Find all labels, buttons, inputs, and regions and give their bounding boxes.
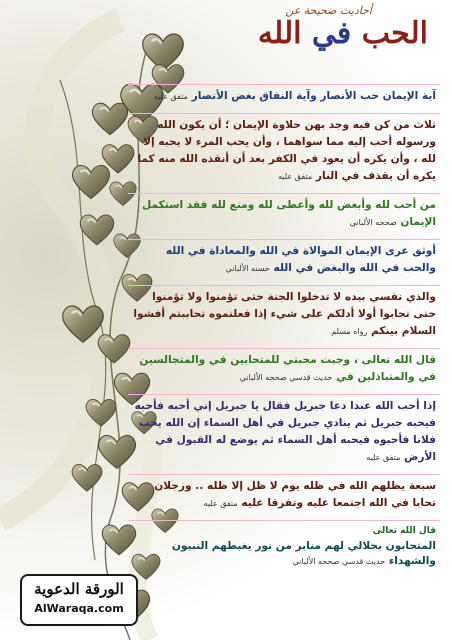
poster-header	[188, 4, 428, 51]
hadith-text: المتحابون بجلالي لهم منابر من نور يغبطهم النبيون والشهداء	[171, 540, 436, 567]
hadith-source: حسنه الألباني	[225, 264, 270, 273]
hadith-text: ثلاث من كن فيه وجد بهن حلاوة الإيمان ؛ أن يكون الله ورسوله أحب إليه مما سواهما ، وأن يحب المرء لا يحبه إلا لله ، وأن يكره أن يعود في الكفر بعد أن أنقذه الله منه كما يكره أن يقذف في النار	[137, 119, 436, 182]
heart-icon	[63, 306, 104, 342]
hadith-text: أوثق عرى الإيمان الموالاة في الله والمعاداة في الله والحب في الله والبغض في الله	[165, 245, 436, 274]
hadith-text: والذي نفسي بيده لا تدخلوا الجنة حتى تؤمنوا ولا تؤمنوا حتى تحابوا أولا أدلكم على شيء إذا فعلتموه تحاببتم أفشوا السلام بينكم	[133, 291, 436, 337]
hadith-text: من أحب لله وأبغض لله وأعطى لله ومنع لله فقد استكمل الإيمان	[142, 199, 436, 228]
hadith-source: حديث قدسي صححه الألباني	[292, 557, 386, 566]
hadith-text: إذا أحب الله عبدا دعا جبريل فقال يا جبريل إني أحبه فأحبه فيحبه جبريل ثم ينادي جبريل في أهل السماء إن الله يحب فلانا فأحبوه فيحبه أهل السماء ثم يوضع له القبول في الأرض	[134, 400, 436, 463]
hadith-item	[128, 84, 440, 108]
hadith-list	[128, 84, 440, 577]
heart-icon	[72, 464, 102, 491]
heart-icon	[80, 215, 114, 245]
hadith-item	[128, 394, 440, 469]
logo-arabic-text: الورقة الدعوية	[34, 580, 124, 598]
site-logo[interactable]	[20, 574, 138, 626]
hadith-intro: قال الله تعالى	[372, 526, 436, 536]
hadith-item	[128, 239, 440, 280]
heart-icon	[72, 165, 109, 198]
heart-icon	[98, 335, 130, 363]
hadith-item	[128, 474, 440, 515]
hadith-item	[128, 348, 440, 389]
hadith-source: متفق عليه	[366, 453, 401, 462]
hadith-item	[128, 113, 440, 188]
hadith-item	[128, 520, 440, 572]
hadith-source: متفق عليه	[153, 92, 188, 101]
title-word-3: الله	[257, 16, 302, 51]
poster-subtitle: أحاديث صحيحة عن	[285, 4, 372, 17]
title-word-1: الحب	[361, 16, 428, 51]
title-word-2: في	[311, 16, 352, 51]
hadith-text: سبعة يظلهم الله في ظله يوم لا ظل إلا ظله .. ورجلان تحابا في الله اجتمعا عليه وتفرقا عليه	[154, 480, 436, 509]
hadith-text: قال الله تعالى ، وجبت محبتي للمتحابين في والمتجالسين في والمتباذلين في	[139, 354, 436, 383]
hadith-source: حديث قدسي صححه الألباني	[239, 373, 333, 382]
hadith-source: صححه الألباني	[349, 218, 397, 227]
logo-url-text: AlWaraqa.com	[34, 602, 124, 615]
hadith-item	[128, 193, 440, 234]
hadith-item	[128, 285, 440, 343]
heart-icon	[86, 399, 116, 426]
hadith-text: آية الإيمان حب الأنصار وآية النفاق بغض الأنصار	[191, 90, 436, 102]
poster-title	[188, 17, 428, 51]
hadith-source: متفق عليه	[278, 172, 313, 181]
hadith-source: رواه مسلم	[331, 327, 368, 336]
heart-icon	[92, 103, 127, 134]
hadith-source: متفق عليه	[203, 499, 238, 508]
